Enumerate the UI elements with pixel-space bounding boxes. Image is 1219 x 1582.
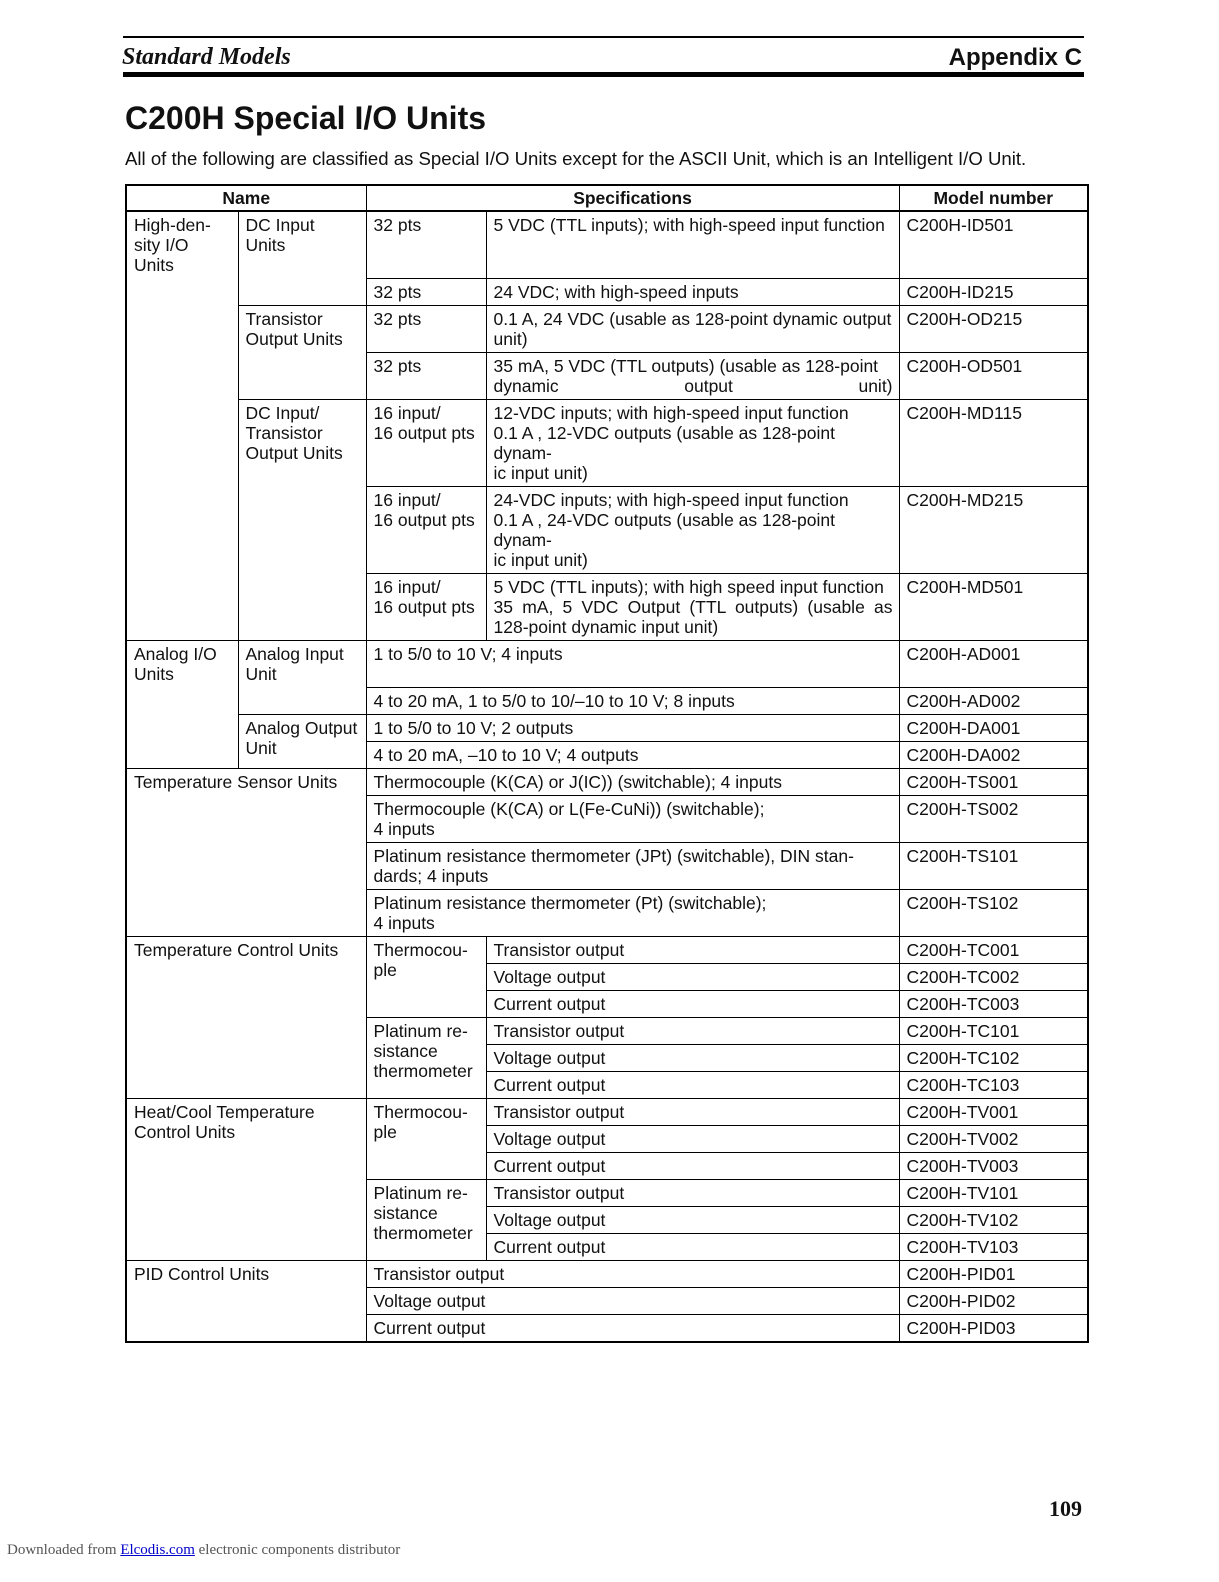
points-cell: 16 input/ 16 output pts (366, 400, 486, 487)
header-appendix-label: Appendix C (948, 44, 1082, 71)
subgroup-dc-input-units: DC Input Units (238, 211, 366, 306)
spec-cell: 24-VDC inputs; with high-speed input function 0.1 A , 24-VDC outputs (usable as 128-point dynam- ic input unit) (486, 487, 899, 574)
footer-prefix: Downloaded from (7, 1542, 121, 1558)
model-cell: C200H-DA002 (899, 742, 1088, 769)
spec-cell: Voltage output (486, 964, 899, 991)
spec-cell: Thermocouple (K(CA) or J(IC)) (switchable); 4 inputs (366, 769, 899, 796)
spec-cell: 1 to 5/0 to 10 V; 4 inputs (366, 641, 899, 688)
spec-cell: 24 VDC; with high-speed inputs (486, 279, 899, 306)
model-cell: C200H-MD501 (899, 574, 1088, 641)
points-cell: 32 pts (366, 211, 486, 279)
group-high-density-io: High-den- sity I/O Units (126, 211, 238, 641)
elcodis-link[interactable]: Elcodis.com (120, 1542, 195, 1558)
page-number: 109 (1049, 1496, 1082, 1521)
model-cell: C200H-AD002 (899, 688, 1088, 715)
spec-cell: 12-VDC inputs; with high-speed input function 0.1 A , 12-VDC outputs (usable as 128-point dynam- ic input unit) (486, 400, 899, 487)
special-io-units-table (125, 184, 1089, 1343)
spec-cell: 5 VDC (TTL inputs); with high speed input function 35 mA, 5 VDC Output (TTL outputs) (usable as 128-point dynamic input unit) (486, 574, 899, 641)
spec-cell: Platinum resistance thermometer (JPt) (switchable), DIN stan- dards; 4 inputs (366, 843, 899, 890)
column-header-model-number: Model number (899, 185, 1088, 211)
header-rule-bottom (123, 72, 1084, 77)
spec-cell: 5 VDC (TTL inputs); with high-speed input function (486, 211, 899, 279)
spec-cell: Transistor output (486, 937, 899, 964)
table-row (126, 937, 1088, 964)
model-cell: C200H-TC003 (899, 991, 1088, 1018)
spec-cell: Transistor output (486, 1180, 899, 1207)
spec-cell: Transistor output (486, 1099, 899, 1126)
points-cell: 32 pts (366, 306, 486, 353)
header-rule-top (123, 36, 1084, 38)
model-cell: C200H-TC103 (899, 1072, 1088, 1099)
sensor-type-thermocouple: Thermocou- ple (366, 1099, 486, 1180)
spec-cell: 4 to 20 mA, 1 to 5/0 to 10/–10 to 10 V; 8 inputs (366, 688, 899, 715)
spec-cell: Current output (486, 1234, 899, 1261)
spec-cell: Current output (366, 1315, 899, 1343)
group-temperature-sensor-units: Temperature Sensor Units (126, 769, 366, 937)
spec-cell: Current output (486, 991, 899, 1018)
spec-cell: Transistor output (366, 1261, 899, 1288)
table-row (126, 715, 1088, 742)
table-row (126, 1099, 1088, 1126)
subgroup-transistor-output-units: Transistor Output Units (238, 306, 366, 400)
subgroup-analog-output-unit: Analog Output Unit (238, 715, 366, 769)
table-row (126, 1261, 1088, 1288)
column-header-specifications: Specifications (366, 185, 899, 211)
model-cell: C200H-OD501 (899, 353, 1088, 400)
model-cell: C200H-TC101 (899, 1018, 1088, 1045)
spec-cell: Voltage output (486, 1126, 899, 1153)
model-cell: C200H-TC102 (899, 1045, 1088, 1072)
group-analog-io: Analog I/O Units (126, 641, 238, 769)
spec-cell: Current output (486, 1153, 899, 1180)
sensor-type-platinum-resistance: Platinum re- sistance thermometer (366, 1018, 486, 1099)
spec-cell: 0.1 A, 24 VDC (usable as 128-point dynamic output unit) (486, 306, 899, 353)
header-section-title: Standard Models (122, 44, 291, 70)
spec-cell: Voltage output (486, 1207, 899, 1234)
model-cell: C200H-TS001 (899, 769, 1088, 796)
sensor-type-platinum-resistance: Platinum re- sistance thermometer (366, 1180, 486, 1261)
spec-cell: Voltage output (366, 1288, 899, 1315)
table-row (126, 400, 1088, 487)
model-cell: C200H-TS002 (899, 796, 1088, 843)
subgroup-analog-input-unit: Analog Input Unit (238, 641, 366, 715)
spec-cell: 4 to 20 mA, –10 to 10 V; 4 outputs (366, 742, 899, 769)
table-header-row (126, 185, 1088, 211)
model-cell: C200H-TS102 (899, 890, 1088, 937)
points-cell: 16 input/ 16 output pts (366, 487, 486, 574)
points-cell: 32 pts (366, 353, 486, 400)
footer-suffix: electronic components distributor (194, 1542, 401, 1558)
spec-cell: 1 to 5/0 to 10 V; 2 outputs (366, 715, 899, 742)
table-row (126, 641, 1088, 688)
model-cell: C200H-PID01 (899, 1261, 1088, 1288)
spec-cell: Current output (486, 1072, 899, 1099)
model-cell: C200H-MD115 (899, 400, 1088, 487)
model-cell: C200H-DA001 (899, 715, 1088, 742)
model-cell: C200H-TV003 (899, 1153, 1088, 1180)
model-cell: C200H-ID501 (899, 211, 1088, 279)
model-cell: C200H-ID215 (899, 279, 1088, 306)
model-cell: C200H-AD001 (899, 641, 1088, 688)
spec-cell: Thermocouple (K(CA) or L(Fe-CuNi)) (switchable); 4 inputs (366, 796, 899, 843)
table-row (126, 769, 1088, 796)
spec-cell: 35 mA, 5 VDC (TTL outputs) (usable as 128-point dynamic output unit) (486, 353, 899, 400)
points-cell: 32 pts (366, 279, 486, 306)
model-cell: C200H-PID02 (899, 1288, 1088, 1315)
model-cell: C200H-OD215 (899, 306, 1088, 353)
model-cell: C200H-MD215 (899, 487, 1088, 574)
model-cell: C200H-TS101 (899, 843, 1088, 890)
model-cell: C200H-TV102 (899, 1207, 1088, 1234)
page-title: C200H Special I/O Units (125, 100, 487, 136)
intro-paragraph: All of the following are classified as Special I/O Units except for the ASCII Unit, which is an Intelligent I/O Unit. (125, 148, 1027, 169)
model-cell: C200H-TV103 (899, 1234, 1088, 1261)
sensor-type-thermocouple: Thermocou- ple (366, 937, 486, 1018)
download-footer (7, 1542, 400, 1559)
column-header-name: Name (126, 185, 366, 211)
table-row (126, 306, 1088, 353)
model-cell: C200H-TV002 (899, 1126, 1088, 1153)
model-cell: C200H-TV101 (899, 1180, 1088, 1207)
table-row (126, 211, 1088, 279)
spec-cell: Platinum resistance thermometer (Pt) (switchable); 4 inputs (366, 890, 899, 937)
group-pid-control-units: PID Control Units (126, 1261, 366, 1343)
subgroup-dc-input-transistor-output-units: DC Input/ Transistor Output Units (238, 400, 366, 641)
model-cell: C200H-TC001 (899, 937, 1088, 964)
group-temperature-control-units: Temperature Control Units (126, 937, 366, 1099)
group-heat-cool-temperature-control-units: Heat/Cool Temperature Control Units (126, 1099, 366, 1261)
model-cell: C200H-PID03 (899, 1315, 1088, 1343)
spec-cell: Voltage output (486, 1045, 899, 1072)
model-cell: C200H-TV001 (899, 1099, 1088, 1126)
points-cell: 16 input/ 16 output pts (366, 574, 486, 641)
model-cell: C200H-TC002 (899, 964, 1088, 991)
spec-cell: Transistor output (486, 1018, 899, 1045)
